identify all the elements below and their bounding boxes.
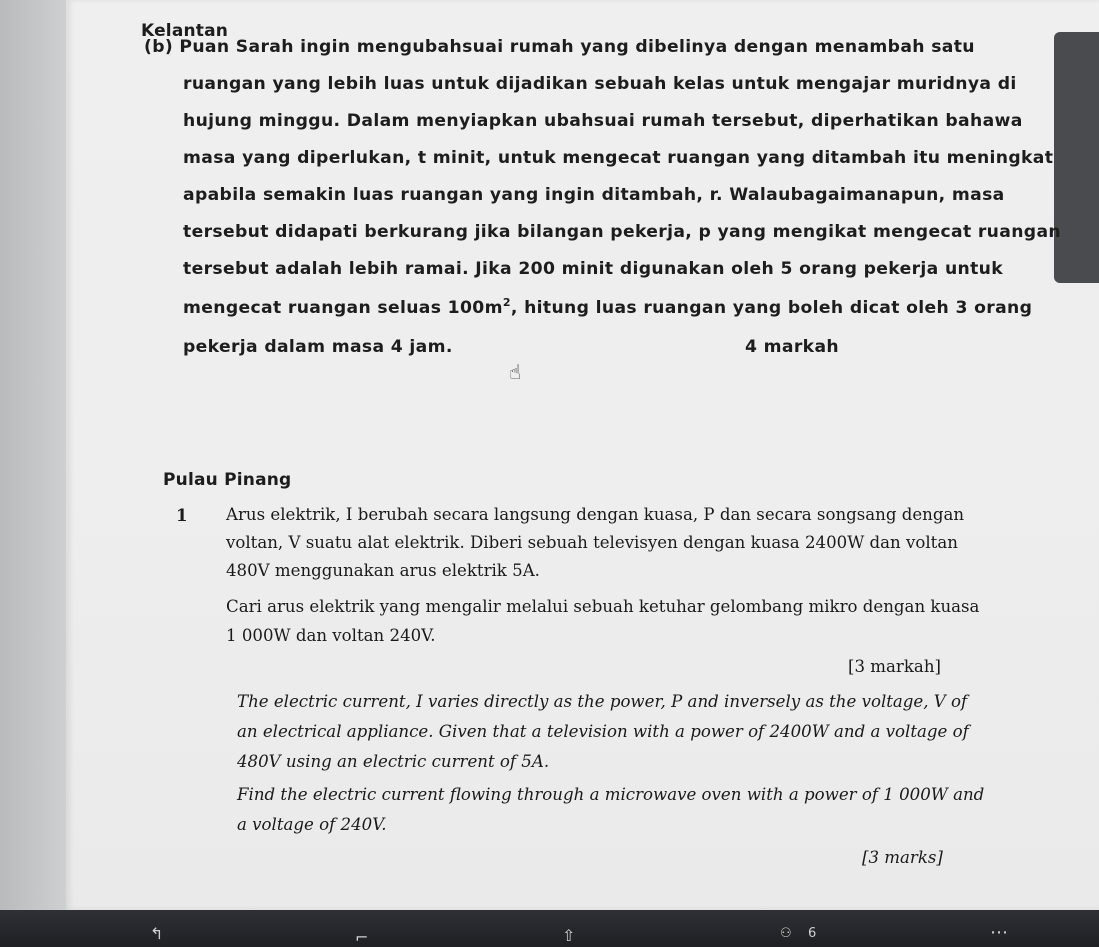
bottom-toolbar <box>0 910 1099 947</box>
more-options-icon[interactable]: ⋯ <box>990 922 1008 943</box>
question-b-line-4: masa yang diperlukan, t minit, untuk mengecat ruangan yang ditambah itu meningkat <box>183 148 1054 168</box>
page-count: 6 <box>808 926 817 941</box>
question-b-line-3: hujung minggu. Dalam menyiapkan ubahsuai rumah tersebut, diperhatikan bahawa <box>183 111 1023 131</box>
question-1-english-find-line-2: a voltage of 240V. <box>237 815 387 834</box>
question-1-malay-line-2: voltan, V suatu alat elektrik. Diberi sebuah televisyen dengan kuasa 2400W dan voltan <box>226 533 958 552</box>
question-b-line-8 <box>183 296 1032 318</box>
question-b-line-8-post: , hitung luas ruangan yang boleh dicat oleh 3 orang <box>510 298 1033 318</box>
question-1-english-find-line-1: Find the electric current flowing through a microwave oven with a power of 1 000W and <box>237 785 985 804</box>
crop-icon[interactable]: ⌐ <box>355 928 369 947</box>
question-1-malay-line-1: Arus elektrik, I berubah secara langsung dengan kuasa, P dan secara songsang dengan <box>226 505 965 524</box>
question-b-line-1: (b) Puan Sarah ingin mengubahsuai rumah yang dibelinya dengan menambah satu <box>144 37 975 57</box>
question-1-malay-find-line-1: Cari arus elektrik yang mengalir melalui sebuah ketuhar gelombang mikro dengan kuasa <box>226 597 980 616</box>
question-1-english-line-3: 480V using an electric current of 5A. <box>237 752 550 771</box>
question-1-english-line-1: The electric current, I varies directly as the power, P and inversely as the voltage, V of <box>237 692 968 711</box>
question-1-malay-marks: [3 markah] <box>848 657 941 676</box>
question-1-number: 1 <box>176 505 188 525</box>
section-state-pulau-pinang: Pulau Pinang <box>163 470 292 490</box>
question-b-marks: 4 markah <box>745 337 839 357</box>
hand-cursor-icon: ☝ <box>509 360 522 384</box>
question-b-line-7: tersebut adalah lebih ramai. Jika 200 minit digunakan oleh 5 orang pekerja untuk <box>183 259 1004 279</box>
question-b-line-2: ruangan yang lebih luas untuk dijadikan sebuah kelas untuk mengajar muridnya di <box>183 74 1017 94</box>
pages-icon[interactable]: ⚇ <box>780 926 792 941</box>
unit-superscript: 2 <box>502 296 511 309</box>
question-b-line-8-pre: mengecat ruangan seluas 100m <box>183 298 503 318</box>
question-1-english-line-2: an electrical appliance. Given that a television with a power of 2400W and a voltage of <box>237 722 969 741</box>
document-page <box>66 0 1099 910</box>
question-1-english-marks: [3 marks] <box>862 848 943 867</box>
question-1-malay-line-3: 480V menggunakan arus elektrik 5A. <box>226 561 540 580</box>
question-b-line-6: tersebut didapati berkurang jika bilangan pekerja, p yang mengikat mengecat ruangan <box>183 222 1061 242</box>
question-b-line-5: apabila semakin luas ruangan yang ingin ditambah, r. Walaubagaimanapun, masa <box>183 185 1005 205</box>
back-icon[interactable]: ↰ <box>150 924 164 943</box>
section-state-kelantan: Kelantan <box>141 21 229 41</box>
question-b-line-9: pekerja dalam masa 4 jam. <box>183 337 453 357</box>
left-bezel <box>0 0 68 947</box>
share-icon[interactable]: ⇧ <box>562 926 576 945</box>
question-1-malay-find-line-2: 1 000W dan voltan 240V. <box>226 626 436 645</box>
side-panel-tab[interactable] <box>1054 32 1099 283</box>
